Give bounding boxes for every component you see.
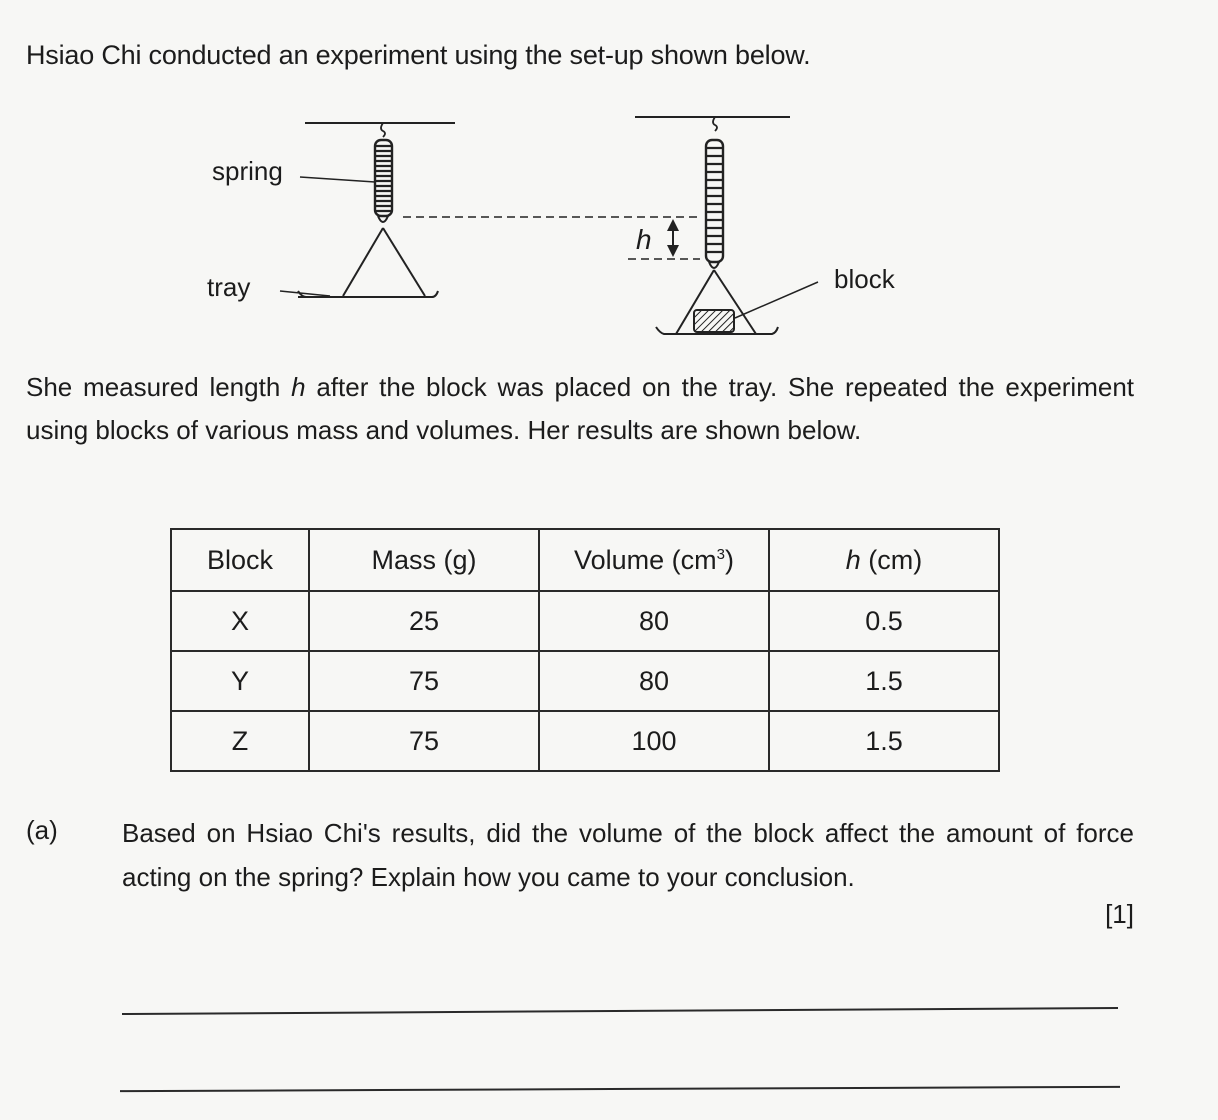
question-label: (a)	[26, 815, 58, 845]
cell-block: Y	[171, 651, 309, 711]
description-paragraph	[26, 366, 1134, 452]
header-volume-close: )	[724, 544, 734, 575]
table-row	[171, 711, 999, 771]
header-volume-text: Volume (cm	[574, 544, 717, 575]
cell-volume: 100	[539, 711, 769, 771]
cell-block: Z	[171, 711, 309, 771]
block-label: block	[834, 264, 895, 294]
tray-label: tray	[207, 272, 251, 302]
question-marks: [1]	[1105, 899, 1134, 929]
right-spring-coils-icon	[706, 140, 723, 262]
cell-h: 1.5	[769, 651, 999, 711]
cell-h: 0.5	[769, 591, 999, 651]
left-setup-unloaded	[280, 123, 455, 297]
header-mass: Mass (g)	[309, 529, 539, 591]
results-table	[170, 528, 1000, 772]
intro-text: Hsiao Chi conducted an experiment using the set-up shown below.	[26, 40, 811, 70]
cell-mass: 75	[309, 711, 539, 771]
header-h	[769, 529, 999, 591]
double-arrow-icon	[667, 219, 679, 257]
paragraph-text-1: She measured length	[26, 372, 292, 402]
cell-h: 1.5	[769, 711, 999, 771]
header-h-var: h	[845, 544, 861, 575]
paragraph-variable-h: h	[291, 372, 306, 402]
header-volume	[539, 529, 769, 591]
block-icon	[694, 310, 734, 332]
answer-line-2[interactable]	[120, 1086, 1120, 1092]
cell-volume: 80	[539, 591, 769, 651]
cell-block: X	[171, 591, 309, 651]
h-label: h	[636, 224, 652, 255]
header-volume-sup: 3	[716, 545, 725, 563]
table-row	[171, 591, 999, 651]
paragraph-text-2: after the block was placed on the tray. She repeated the experiment using blocks of various mass and volumes. Her results are shown below.	[26, 372, 1135, 445]
cell-mass: 25	[309, 591, 539, 651]
answer-line-1[interactable]	[122, 1007, 1118, 1015]
spring-label: spring	[212, 156, 283, 186]
table-header-row	[171, 529, 999, 591]
cell-mass: 75	[309, 651, 539, 711]
cell-volume: 80	[539, 651, 769, 711]
question-text: Based on Hsiao Chi's results, did the volume of the block affect the amount of force acting on the spring? Explain how you came to your conclusion.	[122, 818, 1134, 892]
spring-setup-diagram	[0, 100, 1218, 350]
header-h-unit: (cm)	[860, 544, 923, 575]
right-setup-loaded	[635, 117, 818, 334]
table-row	[171, 651, 999, 711]
header-block: Block	[171, 529, 309, 591]
left-spring-coils-icon	[375, 140, 392, 216]
